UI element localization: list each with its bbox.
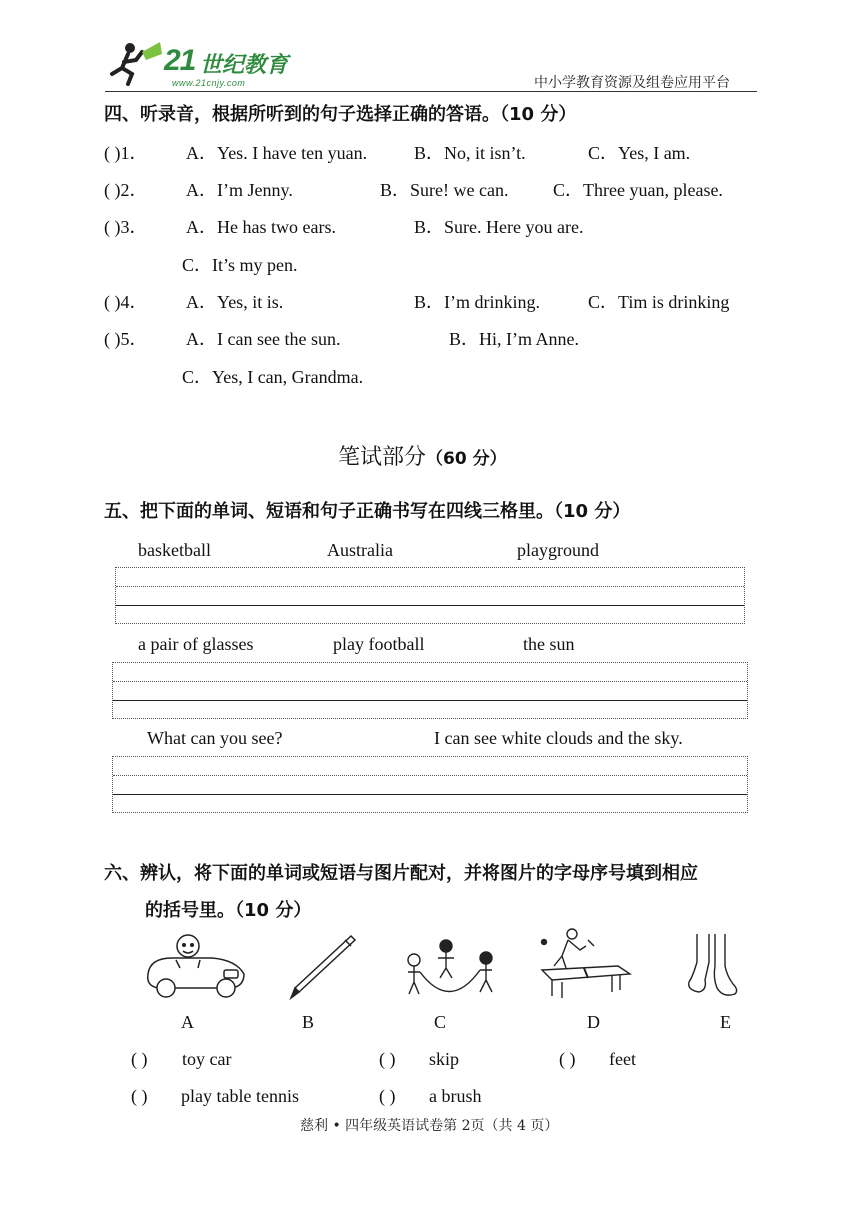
picture-letter-d: D xyxy=(587,1012,600,1032)
page-footer: 慈利 • 四年级英语试卷第 2页（共 4 页） xyxy=(300,1118,559,1134)
logo-url: www.21cnjy.com xyxy=(172,78,246,88)
option-c: C．It’s my pen. xyxy=(182,255,298,275)
picture-letter-e: E xyxy=(720,1012,731,1032)
option-b: B．Hi, I’m Anne. xyxy=(449,329,579,349)
answer-blank[interactable]: ( )3． xyxy=(104,217,148,237)
match-blank[interactable]: ( ) xyxy=(131,1049,148,1069)
section5-title: 五、把下面的单词、短语和句子正确书写在四线三格里。（10 分） xyxy=(104,501,631,522)
match-blank[interactable]: ( ) xyxy=(131,1086,148,1106)
brush-icon xyxy=(285,930,365,1000)
match-label: a brush xyxy=(429,1086,482,1106)
section6-title-line1: 六、辨认，将下面的单词或短语与图片配对，并将图片的字母序号填到相应 xyxy=(104,863,698,884)
logo xyxy=(108,40,298,90)
sentence-question: What can you see? xyxy=(147,728,283,748)
picture-letter-b: B xyxy=(302,1012,315,1032)
picture-letter-c: C xyxy=(434,1012,447,1032)
option-b: B．I’m drinking. xyxy=(414,292,540,312)
answer-blank[interactable]: ( )1． xyxy=(104,143,148,163)
writing-lines-1[interactable] xyxy=(115,567,745,624)
word-australia: Australia xyxy=(327,540,393,560)
match-label: toy car xyxy=(182,1049,232,1069)
runner-logo-icon xyxy=(108,40,168,88)
phrase-glasses: a pair of glasses xyxy=(138,634,254,654)
written-title-text: 笔试部分 xyxy=(338,445,427,470)
option-a: A．Yes, it is. xyxy=(186,292,284,312)
match-blank[interactable]: ( ) xyxy=(379,1086,396,1106)
option-b: B．Sure. Here you are. xyxy=(414,217,584,237)
option-a: A．Yes. I have ten yuan. xyxy=(186,143,368,163)
match-label: feet xyxy=(609,1049,636,1069)
match-label: skip xyxy=(429,1049,460,1069)
skip-rope-icon xyxy=(400,932,510,1002)
answer-blank[interactable]: ( )5． xyxy=(104,329,148,349)
phrase-sun: the sun xyxy=(523,634,575,654)
option-b: B．No, it isn’t. xyxy=(414,143,526,163)
option-c: C．Yes, I can, Grandma. xyxy=(182,367,364,387)
section6-title-line2: 的括号里。（10 分） xyxy=(145,900,312,921)
answer-blank[interactable]: ( )4． xyxy=(104,292,148,312)
logo-text: 世纪教育 xyxy=(200,53,289,78)
option-a: A．I’m Jenny. xyxy=(186,180,293,200)
platform-name: 中小学教育资源及组卷应用平台 xyxy=(534,75,730,91)
option-c: C．Tim is drinking xyxy=(588,292,730,312)
toy-car-icon xyxy=(140,930,250,1000)
option-c: C．Three yuan, please. xyxy=(553,180,723,200)
option-a: A．I can see the sun. xyxy=(186,329,341,349)
match-blank[interactable]: ( ) xyxy=(559,1049,576,1069)
header-rule xyxy=(105,91,757,92)
answer-blank[interactable]: ( )2． xyxy=(104,180,148,200)
written-part-title xyxy=(338,440,507,471)
match-label: play table tennis xyxy=(181,1086,299,1106)
word-basketball: basketball xyxy=(138,540,211,560)
picture-letter-a: A xyxy=(181,1012,194,1032)
sentence-answer: I can see white clouds and the sky. xyxy=(434,728,683,748)
option-a: A．He has two ears. xyxy=(186,217,336,237)
written-points: （60 分） xyxy=(426,449,507,469)
word-playground: playground xyxy=(517,540,599,560)
table-tennis-icon xyxy=(538,926,633,1001)
feet-icon xyxy=(683,932,743,1002)
section4-title: 四、听录音，根据所听到的句子选择正确的答语。（10 分） xyxy=(104,104,577,125)
option-c: C．Yes, I am. xyxy=(588,143,691,163)
writing-lines-2[interactable] xyxy=(112,662,748,719)
match-blank[interactable]: ( ) xyxy=(379,1049,396,1069)
logo-number: 21 xyxy=(164,44,196,77)
writing-lines-3[interactable] xyxy=(112,756,748,813)
option-b: B．Sure! we can. xyxy=(380,180,509,200)
phrase-football: play football xyxy=(333,634,425,654)
